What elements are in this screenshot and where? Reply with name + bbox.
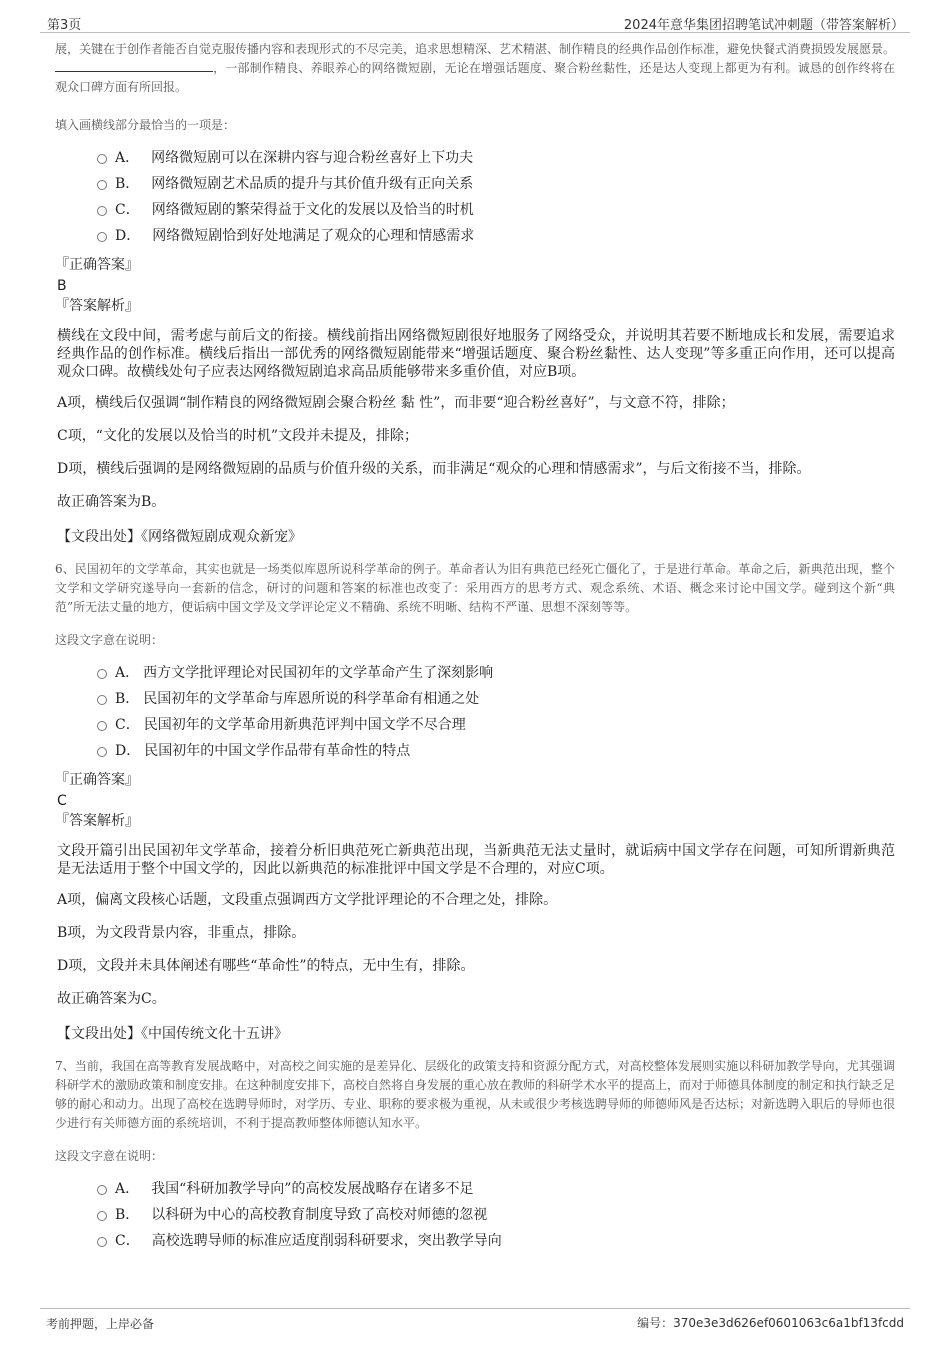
q7-passage: 7、当前，我国在高等教育发展战略中，对高校之间实施的是差异化、层级化的政策支持和资源分配方式，对高校整体发展则实施以科研加教学导向，尤其强调科研学术的激励政策和制度安排。在这种制度安排下，高校自然将自身发展的重心放在教师的科研学术水平的提高上，而对于师德具体制度的制定和执行缺乏足够的耐心和动力。出现了高校在选聘导师时，对学历、专业、职称的要求极为重视，从未或很少考核选聘导师的师德师风是否达标；对新选聘入职后的导师也很少进行有关师德方面的系统培训，不利于提高教师整体师德认知水平。	[55, 1059, 896, 1130]
radio-button[interactable]	[97, 232, 107, 242]
q5-analysis-main: 横线在文段中间，需考虑与前后文的衔接。横线前指出网络微短剧很好地服务了网络受众，并说明其若要不断地成长和发展，需要追求经典作品的创作标准。横线后指出一部优秀的网络微短剧能带来“增强话题度、聚合粉丝黏性、达人变现”等多重正向作用，还可以提高观众口碑。故横线处句子应表达网络微短剧追求高品质能够带来多重价值，对应B项。	[57, 328, 895, 380]
q6-analysis-heading: 『答案解析』	[55, 813, 139, 829]
q5-option-d[interactable]: D． 网络微短剧恰到好处地满足了观众的心理和情感需求	[55, 223, 895, 249]
fill-blank	[55, 59, 213, 72]
q5-passage-part2: ，一部制作精良、养眼养心的网络微短剧，无论在增强话题度、聚合粉丝黏性，还是达人变现上都更为有利。诚恳的创作终将在观众口碑方面有所回报。	[55, 61, 895, 94]
q7-option-b[interactable]: B． 以科研为中心的高校教育制度导致了高校对师德的忽视	[55, 1202, 895, 1228]
radio-button[interactable]	[97, 747, 107, 757]
q5-source: 【文段出处】《网络微短剧成观众新宠》	[57, 529, 302, 545]
code-value: 370e3e3d626ef0601063c6a1bf13fcdd	[673, 1316, 904, 1330]
q5-answer: B	[57, 278, 67, 294]
q5-options	[55, 145, 895, 249]
page-number: 第3页	[47, 18, 82, 33]
q6-source: 【文段出处】《中国传统文化十五讲》	[57, 1026, 288, 1042]
radio-button[interactable]	[97, 154, 107, 164]
q5-passage	[55, 40, 895, 97]
document-code	[637, 1314, 904, 1331]
page-header	[40, 14, 910, 33]
footer-slogan: 考前押题，上岸必备	[46, 1317, 155, 1331]
q5-option-a[interactable]: A． 网络微短剧可以在深耕内容与迎合粉丝喜好上下功夫	[55, 145, 895, 171]
q6-conclusion: 故正确答案为C。	[57, 991, 166, 1007]
q5-analysis-d: D项，横线后强调的是网络微短剧的品质与价值升级的关系，而非满足“观众的心理和情感需求”，与后文衔接不当，排除。	[57, 461, 811, 477]
q7-prompt: 这段文字意在说明：	[55, 1149, 164, 1163]
radio-button[interactable]	[97, 206, 107, 216]
q5-option-b[interactable]: B． 网络微短剧艺术品质的提升与其价值升级有正向关系	[55, 171, 895, 197]
radio-button[interactable]	[97, 1211, 107, 1221]
radio-button[interactable]	[97, 1237, 107, 1247]
q6-option-c[interactable]: C． 民国初年的文学革命用新典范评判中国文学不尽合理	[55, 712, 895, 738]
q6-analysis-main: 文段开篇引出民国初年文学革命，接着分析旧典范死亡新典范出现，当新典范无法丈量时，就诟病中国文学存在问题，可知所谓新典范是无法适用于整个中国文学的，因此以新典范的标准批评中国文学是不合理的，对应C项。	[57, 843, 895, 877]
q5-conclusion: 故正确答案为B。	[57, 494, 166, 510]
q5-passage-part1: 展，关键在于创作者能否自觉克服传播内容和表现形式的不尽完美，追求思想精深、艺术精湛、制作精良的经典作品创作标准，避免快餐式消费损毁发展愿景。	[55, 42, 896, 56]
q6-option-d[interactable]: D． 民国初年的中国文学作品带有革命性的特点	[55, 738, 895, 764]
q7-option-c[interactable]: C． 高校选聘导师的标准应适度削弱科研要求，突出教学导向	[55, 1228, 895, 1254]
radio-button[interactable]	[97, 180, 107, 190]
q6-prompt: 这段文字意在说明：	[55, 633, 164, 647]
q7-options	[55, 1176, 895, 1254]
code-label: 编号：	[637, 1316, 674, 1330]
document-body	[55, 40, 895, 1254]
q5-analysis-heading: 『答案解析』	[55, 298, 139, 314]
question-7	[55, 1057, 895, 1254]
q5-option-c[interactable]: C． 网络微短剧的繁荣得益于文化的发展以及恰当的时机	[55, 197, 895, 223]
radio-button[interactable]	[97, 669, 107, 679]
radio-button[interactable]	[97, 1185, 107, 1195]
q6-answer: C	[57, 793, 67, 809]
q6-options	[55, 660, 895, 764]
q5-analysis-a: A项，横线后仅强调“制作精良的网络微短剧会聚合粉丝 黏 性”，而非要“迎合粉丝喜好”，与文意不符，排除；	[57, 395, 735, 411]
q6-analysis-d: D项，文段并未具体阐述有哪些“革命性”的特点，无中生有，排除。	[57, 958, 475, 974]
radio-button[interactable]	[97, 721, 107, 731]
question-5	[55, 40, 895, 546]
document-title: 2024年意华集团招聘笔试冲刺题（带答案解析）	[623, 18, 904, 33]
q6-answer-heading: 『正确答案』	[55, 772, 139, 788]
q6-passage: 6、民国初年的文学革命，其实也就是一场类似库恩所说科学革命的例子。革命者认为旧有典范已经死亡僵化了，于是进行革命。革命之后，新典范出现，整个文学和文学研究遂导向一套新的信念，研讨的问题和答案的标准也改变了：采用西方的思考方式、观念系统、术语、概念来讨论中国文学。碰到这个新“典范”所无法丈量的地方，便诟病中国文学及文学评论定义不精确、系统不明晰、结构不严谨、思想不深刻等等。	[55, 562, 895, 614]
page-footer	[40, 1308, 910, 1329]
radio-button[interactable]	[97, 695, 107, 705]
question-6	[55, 560, 895, 1043]
q6-option-b[interactable]: B． 民国初年的文学革命与库恩所说的科学革命有相通之处	[55, 686, 895, 712]
q6-analysis-b: B项，为文段背景内容，非重点，排除。	[57, 925, 306, 941]
q5-answer-heading: 『正确答案』	[55, 257, 139, 273]
q7-option-a[interactable]: A． 我国“科研加教学导向”的高校发展战略存在诸多不足	[55, 1176, 895, 1202]
q6-analysis-a: A项，偏离文段核心话题，文段重点强调西方文学批评理论的不合理之处，排除。	[57, 892, 558, 908]
q6-option-a[interactable]: A． 西方文学批评理论对民国初年的文学革命产生了深刻影响	[55, 660, 895, 686]
q5-prompt: 填入画横线部分最恰当的一项是：	[55, 118, 236, 132]
q5-analysis-c: C项，“文化的发展以及恰当的时机”文段并未提及，排除；	[57, 428, 419, 444]
